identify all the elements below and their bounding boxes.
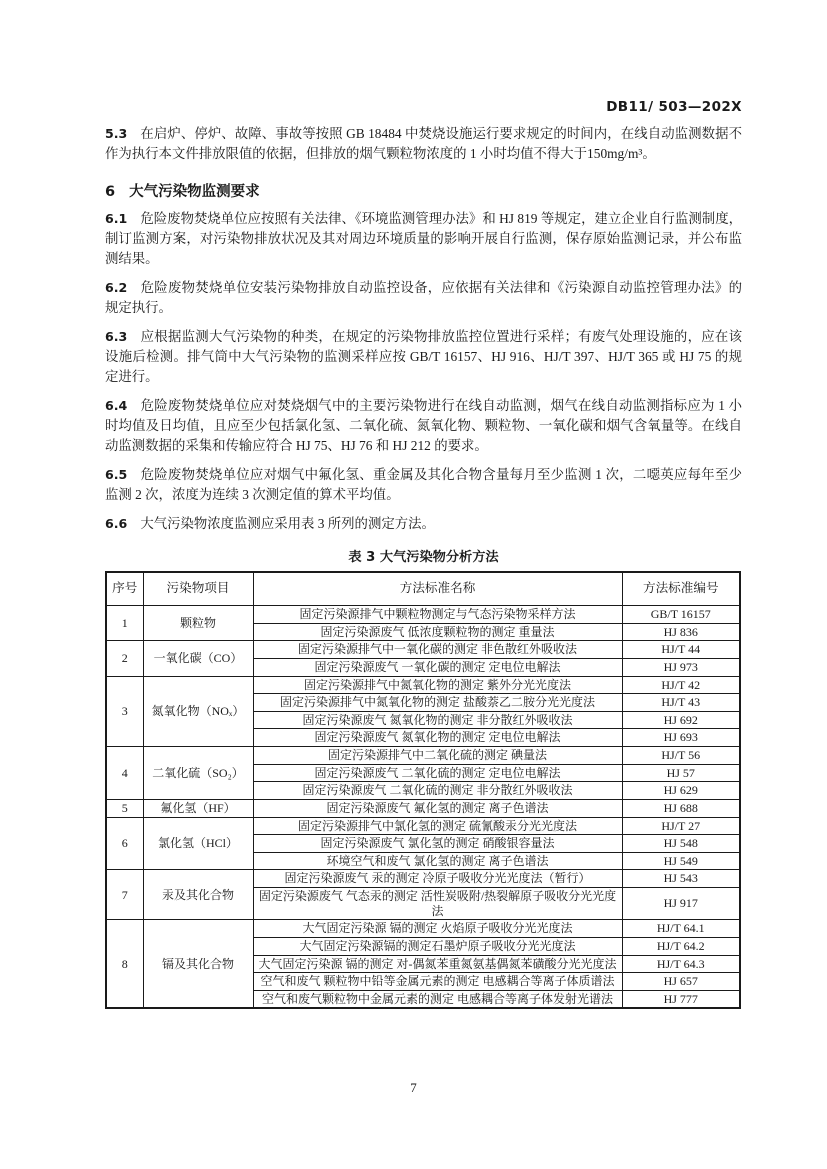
table-row (106, 799, 740, 817)
clause-text: 危险废物焚烧单位应对焚烧烟气中的主要污染物进行在线自动监测，烟气在线自动监测指标应为 1 小时均值及日均值，且应至少包括氯化氢、二氧化硫、氮氧化物、颗粒物、一氧化碳和烟气含氧量等。在线自动监测数据的采集和传输应符合 HJ 75、HJ 76 和 HJ 212 的要求。 (105, 398, 742, 453)
cell-method-name: 固定污染源废气 氯化氢的测定 硝酸银容量法 (253, 835, 622, 853)
table-row (106, 641, 740, 659)
cell-method-code: HJ 657 (622, 973, 740, 991)
cell-method-name: 固定污染源排气中氯化氢的测定 硫氰酸汞分光光度法 (253, 817, 622, 835)
cell-method-code: HJ 777 (622, 990, 740, 1008)
cell-method-code: HJ 836 (622, 623, 740, 641)
table-row (106, 870, 740, 888)
cell-pollutant: 氮氧化物（NOₓ） (143, 676, 253, 747)
cell-method-name: 固定污染源废气 氟化氢的测定 离子色谱法 (253, 799, 622, 817)
cell-pollutant: 氟化氢（HF） (143, 799, 253, 817)
clause-6-1 (105, 209, 742, 269)
clause-number: 6.3 (105, 329, 128, 344)
cell-method-name: 大气固定污染源 镉的测定 对-偶氮苯重氮氨基偶氮苯磺酸分光光度法 (253, 955, 622, 973)
cell-method-name: 固定污染源排气中颗粒物测定与气态污染物采样方法 (253, 606, 622, 624)
cell-method-name: 环境空气和废气 氯化氢的测定 离子色谱法 (253, 852, 622, 870)
clause-number: 6.6 (105, 516, 128, 531)
cell-method-code: HJ/T 64.3 (622, 955, 740, 973)
col-header-method-code: 方法标准编号 (622, 572, 740, 606)
cell-method-code: HJ 57 (622, 764, 740, 782)
cell-method-name: 固定污染源废气 氮氧化物的测定 非分散红外吸收法 (253, 711, 622, 729)
cell-method-code: HJ 688 (622, 799, 740, 817)
cell-method-code: HJ 629 (622, 782, 740, 800)
cell-method-name: 空气和废气颗粒物中金属元素的测定 电感耦合等离子体发射光谱法 (253, 990, 622, 1008)
cell-method-name: 固定污染源废气 低浓度颗粒物的测定 重量法 (253, 623, 622, 641)
cell-method-code: HJ/T 42 (622, 676, 740, 694)
cell-seq-no: 2 (106, 641, 143, 676)
clause-number: 5.3 (105, 126, 128, 141)
section-title: 大气污染物监测要求 (129, 184, 260, 200)
cell-method-name: 大气固定污染源镉的测定石墨炉原子吸收分光光度法 (253, 937, 622, 955)
cell-pollutant: 氯化氢（HCl） (143, 817, 253, 870)
table-row (106, 920, 740, 938)
clause-6-3 (105, 327, 742, 387)
clause-text: 应根据监测大气污染物的种类，在规定的污染物排放监控位置进行采样；有废气处理设施的，应在该设施后检测。排气筒中大气污染物的监测采样应按 GB/T 16157、HJ 916、HJ/T 397、HJ/T 365 或 HJ 75 的规定进行。 (105, 329, 742, 384)
clause-text: 在启炉、停炉、故障、事故等按照 GB 18484 中焚烧设施运行要求规定的时间内，在线自动监测数据不作为执行本文件排放限值的依据，但排放的烟气颗粒物浓度的 1 小时均值不得大于150mg/m³。 (105, 126, 742, 161)
cell-method-name: 固定污染源排气中氮氧化物的测定 盐酸萘乙二胺分光光度法 (253, 694, 622, 712)
clause-6-2 (105, 278, 742, 318)
clause-text: 危险废物焚烧单位应对烟气中氟化氢、重金属及其化合物含量每月至少监测 1 次，二噁英应每年至少监测 2 次，浓度为连续 3 次测定值的算术平均值。 (105, 467, 742, 502)
clause-number: 6.4 (105, 398, 128, 413)
cell-method-name: 空气和废气 颗粒物中铅等金属元素的测定 电感耦合等离子体质谱法 (253, 973, 622, 991)
clause-number: 6.1 (105, 211, 128, 226)
cell-method-name: 固定污染源废气 汞的测定 冷原子吸收分光光度法（暂行） (253, 870, 622, 888)
cell-seq-no: 5 (106, 799, 143, 817)
cell-seq-no: 8 (106, 920, 143, 1009)
col-header-method-name: 方法标准名称 (253, 572, 622, 606)
analysis-table (105, 571, 741, 1009)
cell-pollutant: 汞及其化合物 (143, 870, 253, 920)
page-number: 7 (410, 1080, 417, 1095)
col-header-pollutant: 污染物项目 (143, 572, 253, 606)
analysis-table-body (106, 606, 740, 1009)
cell-method-code: HJ 692 (622, 711, 740, 729)
cell-method-code: HJ 548 (622, 835, 740, 853)
cell-seq-no: 4 (106, 747, 143, 800)
cell-pollutant: 二氧化硫（SO₂） (143, 747, 253, 800)
cell-method-code: HJ/T 43 (622, 694, 740, 712)
cell-method-code: HJ/T 64.1 (622, 920, 740, 938)
table-row (106, 676, 740, 694)
cell-pollutant: 颗粒物 (143, 606, 253, 641)
cell-method-code: HJ 549 (622, 852, 740, 870)
cell-seq-no: 6 (106, 817, 143, 870)
cell-method-code: HJ/T 27 (622, 817, 740, 835)
clause-6-6 (105, 514, 742, 534)
cell-method-code: HJ/T 56 (622, 747, 740, 765)
cell-method-name: 固定污染源排气中二氧化硫的测定 碘量法 (253, 747, 622, 765)
clause-text: 大气污染物浓度监测应采用表 3 所列的测定方法。 (140, 516, 435, 531)
cell-pollutant: 一氧化碳（CO） (143, 641, 253, 676)
table-title: 表 3 大气污染物分析方法 (348, 550, 499, 565)
cell-method-name: 固定污染源废气 一氧化碳的测定 定电位电解法 (253, 658, 622, 676)
clause-6-5 (105, 465, 742, 505)
cell-method-code: HJ 973 (622, 658, 740, 676)
clause-text: 危险废物焚烧单位安装污染物排放自动监控设备，应依据有关法律和《污染源自动监控管理办法》的规定执行。 (105, 280, 742, 315)
page-content (105, 124, 742, 1009)
cell-method-name: 大气固定污染源 镉的测定 火焰原子吸收分光光度法 (253, 920, 622, 938)
doc-code: DB11/ 503—202X (606, 99, 742, 115)
cell-seq-no: 3 (106, 676, 143, 747)
cell-method-code: HJ 693 (622, 729, 740, 747)
cell-method-name: 固定污染源排气中一氧化碳的测定 非色散红外吸收法 (253, 641, 622, 659)
clause-number: 6.2 (105, 280, 128, 295)
table-row (106, 817, 740, 835)
cell-seq-no: 7 (106, 870, 143, 920)
analysis-table-header (106, 572, 740, 606)
cell-method-name: 固定污染源排气中氮氧化物的测定 紫外分光光度法 (253, 676, 622, 694)
clause-number: 6.5 (105, 467, 128, 482)
cell-seq-no: 1 (106, 606, 143, 641)
clause-5-3 (105, 124, 742, 164)
col-header-seq: 序号 (106, 572, 143, 606)
clause-text: 危险废物焚烧单位应按照有关法律、《环境监测管理办法》和 HJ 819 等规定，建立企业自行监测制度，制订监测方案，对污染物排放状况及其对周边环境质量的影响开展自行监测，保存原始监测记录，并公布监测结果。 (105, 211, 742, 266)
cell-method-code: HJ 543 (622, 870, 740, 888)
table-header-row (106, 572, 740, 606)
table-row (106, 747, 740, 765)
cell-method-name: 固定污染源废气 二氧化硫的测定 非分散红外吸收法 (253, 782, 622, 800)
cell-method-name: 固定污染源废气 二氧化硫的测定 定电位电解法 (253, 764, 622, 782)
table-row (106, 606, 740, 624)
cell-method-name: 固定污染源废气 氮氧化物的测定 定电位电解法 (253, 729, 622, 747)
section-number: 6 (105, 184, 116, 200)
cell-method-code: HJ/T 64.2 (622, 937, 740, 955)
section-heading (105, 180, 742, 201)
cell-pollutant: 镉及其化合物 (143, 920, 253, 1009)
clause-6-4 (105, 396, 742, 456)
cell-method-code: HJ 917 (622, 888, 740, 920)
cell-method-code: GB/T 16157 (622, 606, 740, 624)
cell-method-code: HJ/T 44 (622, 641, 740, 659)
cell-method-name: 固定污染源废气 气态汞的测定 活性炭吸附/热裂解原子吸收分光光度法 (253, 888, 622, 920)
